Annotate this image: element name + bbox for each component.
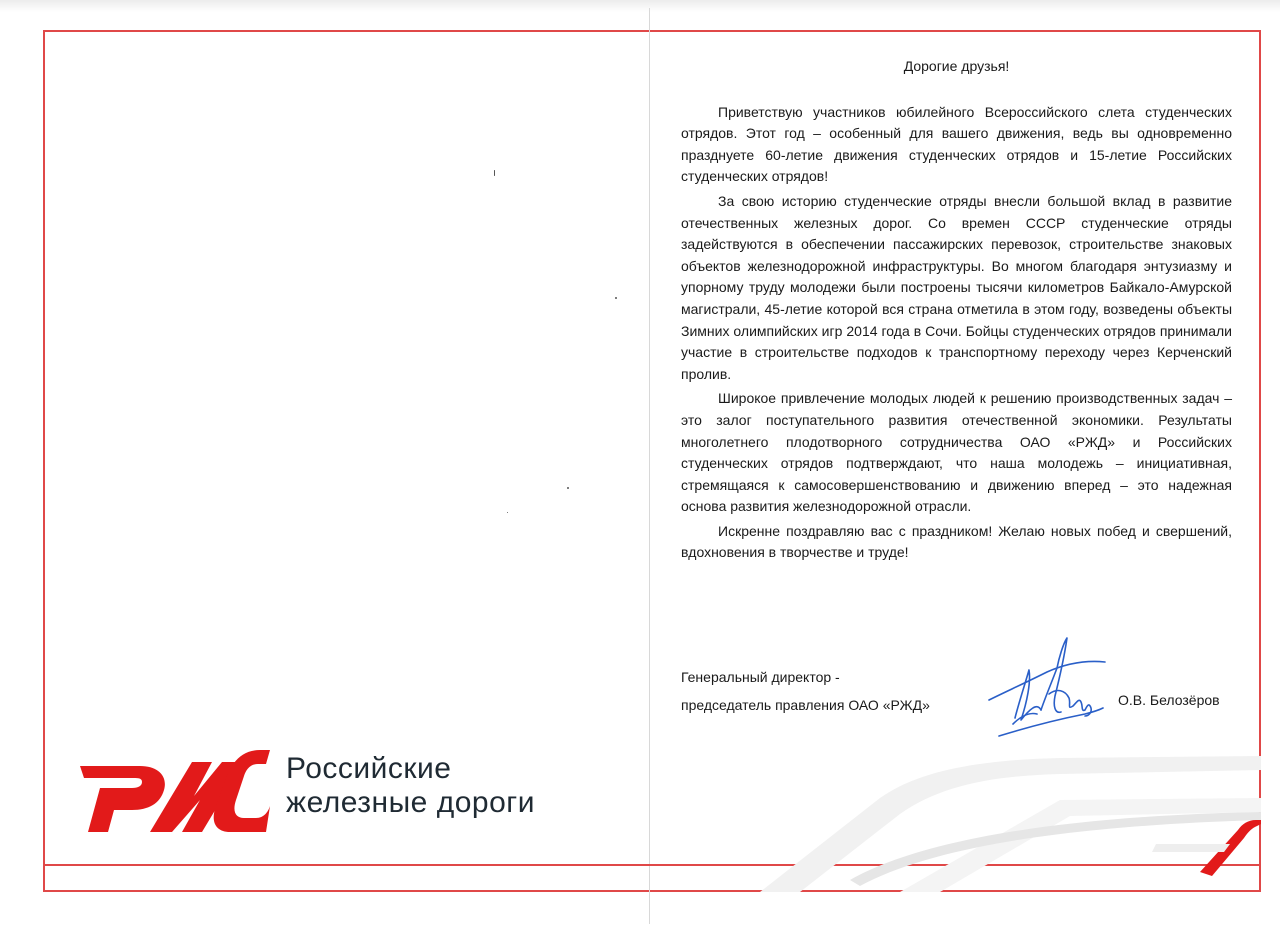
rzd-logo-icon	[80, 744, 270, 834]
handwritten-signature	[985, 632, 1110, 742]
company-name-line: Российские	[286, 752, 452, 785]
signer-title-line: Генеральный директор -	[681, 669, 840, 685]
scan-speck	[494, 170, 495, 176]
company-name	[286, 752, 535, 820]
letter-paragraph: Искренне поздравляю вас с праздником! Желаю новых побед и свершений, вдохновения в творчестве и труде!	[681, 522, 1232, 561]
decorative-swoosh-graphic	[760, 740, 1261, 892]
center-fold-line	[649, 8, 650, 924]
signer-name: О.В. Белозёров	[1118, 692, 1220, 708]
scan-speck	[615, 297, 617, 299]
signer-title-line: председатель правления ОАО «РЖД»	[681, 696, 930, 713]
letter-paragraph: Приветствую участников юбилейного Всероссийского слета студенческих отрядов. Этот год – особенный для вашего движения, ведь вы одновременно празднуете 60-летие движения студенческих отрядов и 15-летие Российских студенческих отрядов!	[681, 103, 1232, 185]
letter-paragraph: За свою историю студенческие отряды внесли большой вклад в развитие отечественных железных дорог. Со времен СССР студенческие отряды задействуются в обеспечении пассажирских перевозок, строительстве знаковых объектов железнодорожной инфраструктуры. Во многом благодаря энтузиазму и упорному труду молодежи были построены тысячи километров Байкало-Амурской магистрали, 45-летие которой вся страна отметила в этом году, возведены объекты Зимних олимпийских игр 2014 года в Сочи. Бойцы студенческих отрядов принимали участие в строительстве подходов к транспортному переходу через Керченский пролив.	[681, 192, 1232, 382]
scan-speck	[507, 512, 508, 513]
signer-title	[681, 667, 930, 716]
letter-body	[681, 56, 1232, 567]
scan-top-shade	[0, 0, 1280, 12]
letter-paragraph: Широкое привлечение молодых людей к решению производственных задач – это залог поступательного развития отечественной экономики. Результаты многолетнего плодотворного сотрудничества ОАО «РЖД» и Российских студенческих отрядов подтверждают, что наша молодежь – инициативная, стремящаяся к самосовершенствованию и движению вперед – это надежная основа развития железнодорожной отрасли.	[681, 390, 1232, 515]
company-name-line: железные дороги	[286, 786, 535, 819]
scan-speck	[567, 487, 569, 489]
letter-greeting: Дорогие друзья!	[903, 58, 1010, 74]
